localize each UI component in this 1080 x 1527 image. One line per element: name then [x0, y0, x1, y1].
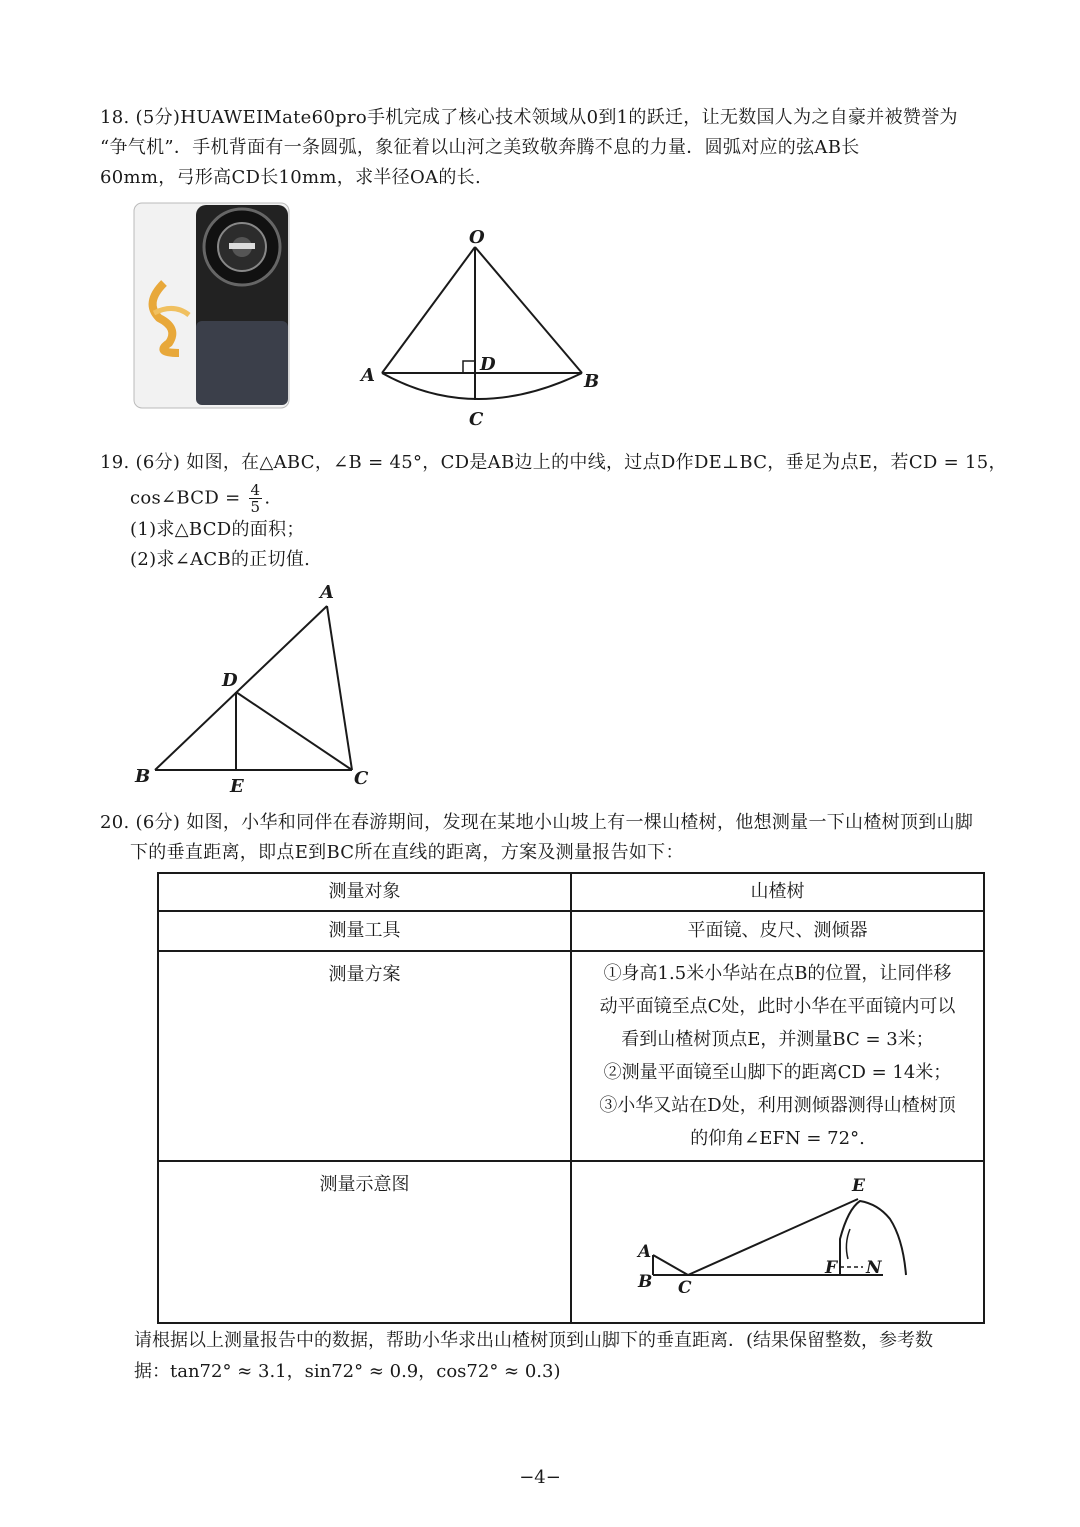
q19-cos-numerator: 4 — [250, 481, 261, 499]
question-20 — [100, 808, 990, 868]
q18-line-1: 18. (5分)HUAWEIMate60pro手机完成了核心技术领域从0到1的跃迁，让无数国人为之自豪并被赞誉为 — [100, 107, 958, 128]
row-value-object: 山楂树 — [571, 873, 984, 911]
label-O: O — [469, 227, 485, 248]
label-C: C — [677, 1278, 692, 1298]
plan-line-6: 的仰角∠EFN = 72°. — [690, 1128, 865, 1149]
q19-line-1: 19. (6分) 如图，在△ABC，∠B = 45°，CD是AB边上的中线，过点D作DE⊥BC，垂足为点E，若CD = 15， — [100, 452, 1007, 473]
plan-line-5: ③小华又站在D处，利用测倾器测得山楂树顶 — [599, 1095, 956, 1116]
q19-cos-denominator: 5 — [250, 498, 261, 516]
table-row — [158, 1161, 984, 1323]
label-B: B — [584, 371, 600, 392]
table-row — [158, 911, 984, 951]
row-value-diagram — [571, 1161, 984, 1323]
row-value-plan — [571, 951, 984, 1161]
label-C: C — [469, 409, 484, 430]
q20-diagram — [628, 1169, 928, 1309]
measurement-report-table — [157, 872, 985, 1324]
label-E: E — [851, 1176, 865, 1196]
label-B: B — [637, 1272, 652, 1292]
q20-foot-line-1: 请根据以上测量报告中的数据，帮助小华求出山楂树顶到山脚下的垂直距离．(结果保留整数，参考数 — [134, 1330, 934, 1351]
row-label-object: 测量对象 — [158, 873, 571, 911]
label-A: A — [320, 582, 334, 603]
q19-cos-line — [100, 482, 990, 515]
question-19 — [100, 448, 1007, 575]
row-value-tools: 平面镜、皮尺、测倾器 — [571, 911, 984, 951]
q19-cos-fraction — [249, 482, 263, 515]
q19-part-1: (1)求△BCD的面积； — [130, 519, 305, 540]
label-A: A — [637, 1242, 651, 1262]
label-F: F — [824, 1258, 837, 1278]
q19-diagram — [130, 580, 380, 800]
q19-cos-prefix: cos∠BCD = — [130, 487, 241, 509]
plan-line-4: ②测量平面镜至山脚下的距离CD = 14米； — [603, 1062, 952, 1083]
plan-line-3: 看到山楂树顶点E，并测量BC = 3米； — [621, 1029, 934, 1050]
label-D: D — [222, 670, 238, 691]
page-number: −4− — [519, 1467, 561, 1488]
label-C: C — [354, 768, 369, 789]
row-label-tools: 测量工具 — [158, 911, 571, 951]
label-D: D — [480, 354, 496, 375]
row-label-plan: 测量方案 — [158, 951, 571, 1161]
label-B: B — [135, 766, 151, 787]
table-row — [158, 951, 984, 1161]
q20-line-1: 20. (6分) 如图，小华和同伴在春游期间，发现在某地小山坡上有一棵山楂树，他想测量一下山楂树顶到山脚 — [100, 812, 974, 833]
label-A: A — [361, 365, 375, 386]
q19-cos-suffix: . — [264, 487, 271, 509]
q18-diagram — [355, 225, 615, 435]
q20-footer — [134, 1325, 994, 1387]
label-E: E — [230, 776, 244, 797]
plan-line-2: 动平面镜至点C处，此时小华在平面镜内可以 — [599, 996, 956, 1017]
table-row — [158, 873, 984, 911]
phone-image — [134, 203, 289, 408]
q20-line-2: 下的垂直距离，即点E到BC所在直线的距离，方案及测量报告如下： — [130, 842, 684, 863]
row-label-diagram: 测量示意图 — [158, 1161, 571, 1323]
q18-line-2: “争气机”．手机背面有一条圆弧，象征着以山河之美致敬奔腾不息的力量．圆弧对应的弦AB长 — [100, 137, 860, 158]
label-N: N — [865, 1258, 882, 1278]
plan-line-1: ①身高1.5米小华站在点B的位置，让同伴移 — [603, 963, 952, 984]
q18-line-3: 60mm，弓形高CD长10mm，求半径OA的长. — [100, 167, 481, 188]
q19-part-2: (2)求∠ACB的正切值. — [130, 549, 311, 570]
question-18 — [100, 103, 990, 193]
q20-foot-line-2: 据：tan72° ≈ 3.1，sin72° ≈ 0.9，cos72° ≈ 0.3) — [134, 1361, 561, 1382]
